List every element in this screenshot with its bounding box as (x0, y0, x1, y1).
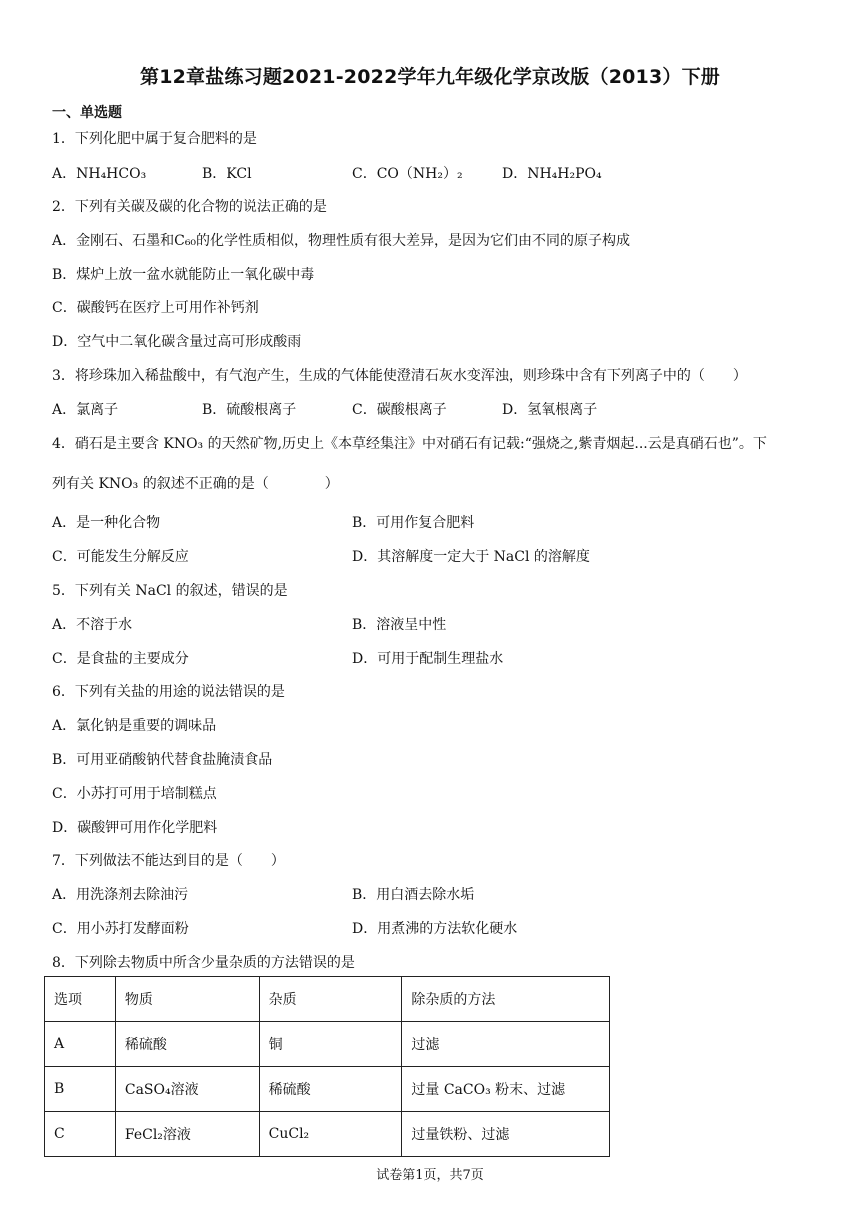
table-header-cell: 物质 (115, 977, 259, 1022)
question-5-option-c: C．是食盐的主要成分 (52, 651, 189, 667)
table-cell: 过量 CaCO₃ 粉末、过滤 (402, 1067, 610, 1112)
table-cell: 过量铁粉、过滤 (402, 1112, 610, 1157)
question-5-option-b: B．溶液呈中性 (352, 617, 447, 633)
question-2-option-b: B．煤炉上放一盆水就能防止一氧化碳中毒 (52, 267, 315, 283)
question-7-option-c: C．用小苏打发酵面粉 (52, 921, 189, 937)
question-1-option-c: C．CO（NH₂）₂ (352, 166, 463, 182)
question-1-option-b: B．KCl (202, 166, 252, 182)
question-4-option-b: B．可用作复合肥料 (352, 515, 475, 531)
question-4-option-d: D．其溶解度一定大于 NaCl 的溶解度 (352, 549, 590, 565)
question-8-table (44, 976, 610, 1157)
table-cell: 稀硫酸 (259, 1067, 402, 1112)
question-2-option-a: A．金刚石、石墨和C₆₀的化学性质相似，物理性质有很大差异，是因为它们由不同的原子构成 (52, 233, 631, 249)
table-header-row (45, 977, 610, 1022)
question-1-option-a: A．NH₄HCO₃ (52, 166, 147, 182)
question-2-option-c: C．碳酸钙在医疗上可用作补钙剂 (52, 300, 259, 316)
table-cell: 铜 (259, 1022, 402, 1067)
table-header-cell: 选项 (45, 977, 116, 1022)
question-6-option-c: C．小苏打可用于培制糕点 (52, 786, 217, 802)
question-5-option-a: A．不溶于水 (52, 617, 133, 633)
question-6-option-a: A．氯化钠是重要的调味品 (52, 718, 217, 734)
table-cell: CaSO₄溶液 (115, 1067, 259, 1112)
page-title: 第12章盐练习题2021-2022学年九年级化学京改版（2013）下册 (140, 66, 720, 88)
question-4-stem-line-1: 4．硝石是主要含 KNO₃ 的天然矿物,历史上《本草经集注》中对硝石有记载:“强烧之,紫青烟起...云是真硝石也”。下 (52, 436, 767, 452)
question-3-option-c: C．碳酸根离子 (352, 402, 447, 418)
question-6-option-d: D．碳酸钾可用作化学肥料 (52, 820, 218, 836)
table-cell: CuCl₂ (259, 1112, 402, 1157)
question-7-option-d: D．用煮沸的方法软化硬水 (352, 921, 518, 937)
question-4-option-c: C．可能发生分解反应 (52, 549, 189, 565)
table-cell: 过滤 (402, 1022, 610, 1067)
question-7-option-a: A．用洗涤剂去除油污 (52, 887, 189, 903)
question-5-option-d: D．可用于配制生理盐水 (352, 651, 504, 667)
question-4-option-a: A．是一种化合物 (52, 515, 161, 531)
table-header-cell: 杂质 (259, 977, 402, 1022)
question-6-stem: 6．下列有关盐的用途的说法错误的是 (52, 684, 285, 700)
question-8-stem: 8．下列除去物质中所含少量杂质的方法错误的是 (52, 955, 355, 971)
question-2-stem: 2．下列有关碳及碳的化合物的说法正确的是 (52, 199, 327, 215)
table-cell: FeCl₂溶液 (115, 1112, 259, 1157)
table-cell: 稀硫酸 (115, 1022, 259, 1067)
question-7-stem: 7．下列做法不能达到目的是（ ） (52, 853, 285, 869)
question-6-option-b: B．可用亚硝酸钠代替食盐腌渍食品 (52, 752, 273, 768)
question-2-option-d: D．空气中二氧化碳含量过高可形成酸雨 (52, 334, 302, 350)
question-3-stem: 3．将珍珠加入稀盐酸中，有气泡产生，生成的气体能使澄清石灰水变浑浊，则珍珠中含有下列离子中的（ ） (52, 368, 747, 384)
table-row (45, 1022, 610, 1067)
section-heading: 一、单选题 (52, 105, 122, 121)
question-3-option-d: D．氢氧根离子 (502, 402, 598, 418)
table-row (45, 1112, 610, 1157)
table-row (45, 1067, 610, 1112)
question-3-option-b: B．硫酸根离子 (202, 402, 297, 418)
table-cell: C (45, 1112, 116, 1157)
table-cell: A (45, 1022, 116, 1067)
question-1-option-d: D．NH₄H₂PO₄ (502, 166, 602, 182)
question-4-stem-line-2: 列有关 KNO₃ 的叙述不正确的是（ ） (52, 476, 339, 492)
question-5-stem: 5．下列有关 NaCl 的叙述，错误的是 (52, 583, 288, 599)
question-3-option-a: A．氯离子 (52, 402, 119, 418)
table-cell: B (45, 1067, 116, 1112)
table-header-cell: 除杂质的方法 (402, 977, 610, 1022)
question-7-option-b: B．用白酒去除水垢 (352, 887, 475, 903)
question-1-stem: 1．下列化肥中属于复合肥料的是 (52, 131, 257, 147)
page-footer: 试卷第1页，共7页 (376, 1168, 484, 1183)
